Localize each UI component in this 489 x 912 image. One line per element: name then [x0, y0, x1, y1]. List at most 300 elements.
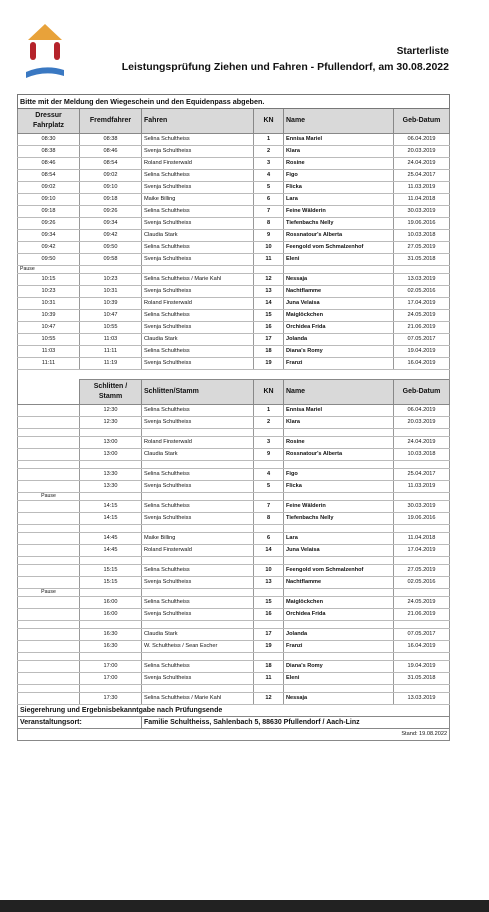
end-time: 16:30	[80, 641, 142, 653]
table-row	[18, 298, 450, 310]
birth-date: 24.05.2019	[394, 310, 450, 322]
birth-date: 13.03.2019	[394, 693, 450, 705]
table-row	[18, 609, 450, 621]
col-geb-datum: Geb-Datum	[394, 109, 450, 134]
horse-name: Franzi	[284, 641, 394, 653]
kn	[254, 589, 284, 597]
kn: 6	[254, 533, 284, 545]
driver: Roland Finsterwald	[142, 545, 254, 557]
end-time: 08:46	[80, 146, 142, 158]
end-time: 10:23	[80, 274, 142, 286]
end-time	[80, 493, 142, 501]
col-fahren: Fahren	[142, 109, 254, 134]
table-row	[18, 286, 450, 298]
spacer-row	[18, 525, 450, 533]
logo	[20, 24, 70, 84]
kn: 12	[254, 274, 284, 286]
birth-date: 19.04.2019	[394, 661, 450, 673]
horse-name: Franzi	[284, 358, 394, 370]
driver: Svenja Schultheiss	[142, 673, 254, 685]
col-empty	[18, 380, 80, 405]
horse-name: Eleni	[284, 673, 394, 685]
part2-header-row	[18, 380, 450, 405]
start-time: 09:02	[18, 182, 80, 194]
col-fremdfahrer: Fremdfahrer	[80, 109, 142, 134]
kn: 19	[254, 641, 284, 653]
driver: Claudia Stark	[142, 449, 254, 461]
start-time: 10:31	[18, 298, 80, 310]
kn: 2	[254, 146, 284, 158]
kn: 1	[254, 405, 284, 417]
horse-name	[284, 589, 394, 597]
starter-table	[17, 94, 450, 741]
kn	[254, 493, 284, 501]
end-time: 12:30	[80, 417, 142, 429]
kn: 16	[254, 609, 284, 621]
horse-name: Orchidea Frida	[284, 322, 394, 334]
start-time: 11:03	[18, 346, 80, 358]
start-time: 09:10	[18, 194, 80, 206]
driver: Selina Schultheiss	[142, 565, 254, 577]
table-row	[18, 170, 450, 182]
table-row	[18, 565, 450, 577]
birth-date: 19.06.2016	[394, 218, 450, 230]
kn: 9	[254, 230, 284, 242]
driver	[142, 493, 254, 501]
table-row	[18, 481, 450, 493]
horse-name: Feine Wälderin	[284, 501, 394, 513]
end-time: 15:15	[80, 577, 142, 589]
kn: 13	[254, 577, 284, 589]
end-time: 14:45	[80, 545, 142, 557]
table-row	[18, 673, 450, 685]
birth-date: 27.05.2019	[394, 242, 450, 254]
end-time: 16:30	[80, 629, 142, 641]
end-time: 09:02	[80, 170, 142, 182]
birth-date: 31.05.2018	[394, 254, 450, 266]
end-time: 16:00	[80, 609, 142, 621]
table-row	[18, 334, 450, 346]
col-kn: KN	[254, 109, 284, 134]
birth-date: 30.03.2019	[394, 501, 450, 513]
horse-name: Juna Velaisa	[284, 545, 394, 557]
kn: 17	[254, 629, 284, 641]
start-time: 09:18	[18, 206, 80, 218]
kn: 16	[254, 322, 284, 334]
birth-date: 30.03.2019	[394, 206, 450, 218]
driver: Selina Schultheiss	[142, 170, 254, 182]
birth-date: 31.05.2018	[394, 673, 450, 685]
start-time: 10:55	[18, 334, 80, 346]
driver: Selina Schultheiss	[142, 661, 254, 673]
kn: 15	[254, 310, 284, 322]
start-time: 09:50	[18, 254, 80, 266]
horse-name: Jolanda	[284, 334, 394, 346]
table-row	[18, 533, 450, 545]
driver: Svenja Schultheiss	[142, 146, 254, 158]
table-row	[18, 310, 450, 322]
birth-date: 20.03.2019	[394, 146, 450, 158]
birth-date: 02.05.2016	[394, 286, 450, 298]
horse-name: Maiglöckchen	[284, 597, 394, 609]
venue-text: Familie Schultheiss, Sahlenbach 5, 88630 Pfullendorf / Aach-Linz	[142, 717, 450, 729]
end-time: 10:55	[80, 322, 142, 334]
birth-date	[394, 589, 450, 597]
horse-name: Juna Velaisa	[284, 298, 394, 310]
end-time	[80, 589, 142, 597]
table-row	[18, 641, 450, 653]
kn: 4	[254, 170, 284, 182]
end-time: 09:18	[80, 194, 142, 206]
birth-date: 25.04.2017	[394, 170, 450, 182]
spacer-row	[18, 429, 450, 437]
end-time: 10:47	[80, 310, 142, 322]
start-time	[18, 641, 80, 653]
start-time	[18, 597, 80, 609]
kn: 2	[254, 417, 284, 429]
driver: Claudia Stark	[142, 334, 254, 346]
table-row	[18, 206, 450, 218]
kn: 10	[254, 565, 284, 577]
document-subtitle: Leistungsprüfung Ziehen und Fahren - Pfullendorf, am 30.08.2022	[121, 61, 449, 73]
bottom-bar	[0, 900, 489, 912]
horse-name: Diana's Romy	[284, 346, 394, 358]
kn: 17	[254, 334, 284, 346]
horse-name: Klara	[284, 146, 394, 158]
driver: Selina Schultheiss	[142, 405, 254, 417]
kn: 1	[254, 134, 284, 146]
start-time: 09:26	[18, 218, 80, 230]
table-row	[18, 629, 450, 641]
birth-date: 11.04.2018	[394, 194, 450, 206]
driver: Selina Schultheiss	[142, 597, 254, 609]
start-time	[18, 417, 80, 429]
driver: Svenja Schultheiss	[142, 358, 254, 370]
driver: Roland Finsterwald	[142, 437, 254, 449]
end-time: 11:11	[80, 346, 142, 358]
end-time: 17:00	[80, 673, 142, 685]
table-row	[18, 158, 450, 170]
driver: Svenja Schultheiss	[142, 417, 254, 429]
part1-header-row	[18, 109, 450, 134]
end-time: 14:15	[80, 513, 142, 525]
end-time: 16:00	[80, 597, 142, 609]
driver: Claudia Stark	[142, 230, 254, 242]
birth-date: 24.04.2019	[394, 158, 450, 170]
spacer-row	[18, 653, 450, 661]
note-text: Bitte mit der Meldung den Wiegeschein und den Equidenpass abgeben.	[18, 95, 450, 109]
end-time: 09:42	[80, 230, 142, 242]
birth-date: 07.05.2017	[394, 629, 450, 641]
driver: Selina Schultheiss	[142, 310, 254, 322]
kn: 8	[254, 513, 284, 525]
birth-date	[394, 493, 450, 501]
kn: 7	[254, 501, 284, 513]
kn: 8	[254, 218, 284, 230]
horse-name: Ennisa Mariel	[284, 405, 394, 417]
table-row	[18, 661, 450, 673]
driver: Svenja Schultheiss	[142, 513, 254, 525]
birth-date: 13.03.2019	[394, 274, 450, 286]
driver: Svenja Schultheiss	[142, 481, 254, 493]
horse-name: Orchidea Frida	[284, 609, 394, 621]
table-row	[18, 405, 450, 417]
horse-name: Figo	[284, 170, 394, 182]
birth-date: 25.04.2017	[394, 469, 450, 481]
table-row	[18, 134, 450, 146]
birth-date: 17.04.2019	[394, 545, 450, 557]
birth-date: 16.04.2019	[394, 641, 450, 653]
horse-name: Diana's Romy	[284, 661, 394, 673]
horse-name: Maiglöckchen	[284, 310, 394, 322]
end-time: 13:00	[80, 437, 142, 449]
kn: 11	[254, 254, 284, 266]
driver: Svenja Schultheiss	[142, 254, 254, 266]
horse-name: Jolanda	[284, 629, 394, 641]
birth-date: 19.04.2019	[394, 346, 450, 358]
driver: Claudia Stark	[142, 629, 254, 641]
horse-name: Lara	[284, 533, 394, 545]
kn: 3	[254, 437, 284, 449]
table-row	[18, 501, 450, 513]
start-time	[18, 469, 80, 481]
horse-name: Lara	[284, 194, 394, 206]
end-time: 10:39	[80, 298, 142, 310]
kn: 15	[254, 597, 284, 609]
venue-label: Veranstaltungsort:	[18, 717, 142, 729]
start-time: 09:34	[18, 230, 80, 242]
birth-date: 07.05.2017	[394, 334, 450, 346]
table-row	[18, 589, 450, 597]
end-time: 13:00	[80, 449, 142, 461]
end-time: 14:15	[80, 501, 142, 513]
driver: W. Schultheiss / Sean Escher	[142, 641, 254, 653]
driver: Selina Schultheiss	[142, 134, 254, 146]
horse-name: Tiefenbachs Nelly	[284, 218, 394, 230]
birth-date: 11.04.2018	[394, 533, 450, 545]
table-row	[18, 545, 450, 557]
end-time: 11:19	[80, 358, 142, 370]
table-row	[18, 346, 450, 358]
spacer-row	[18, 621, 450, 629]
end-time: 08:38	[80, 134, 142, 146]
start-time	[18, 545, 80, 557]
birth-date: 17.04.2019	[394, 298, 450, 310]
driver: Svenja Schultheiss	[142, 577, 254, 589]
start-time: Pause	[18, 493, 80, 501]
table-row	[18, 194, 450, 206]
col-kn-2: KN	[254, 380, 284, 405]
kn: 18	[254, 346, 284, 358]
start-time	[18, 693, 80, 705]
table-row	[18, 693, 450, 705]
end-time: 17:30	[80, 693, 142, 705]
start-time	[18, 673, 80, 685]
start-time	[18, 609, 80, 621]
horse-name	[284, 493, 394, 501]
table-row	[18, 577, 450, 589]
horse-name: Flicka	[284, 481, 394, 493]
document-title: Starterliste	[396, 46, 449, 57]
horse-name: Nachtflamme	[284, 577, 394, 589]
birth-date: 16.04.2019	[394, 358, 450, 370]
driver: Selina Schultheiss / Marie Kahl	[142, 274, 254, 286]
horse-name: Eleni	[284, 254, 394, 266]
table-row	[18, 254, 450, 266]
birth-date: 19.06.2016	[394, 513, 450, 525]
horse-name: Klara	[284, 417, 394, 429]
birth-date: 06.04.2019	[394, 134, 450, 146]
col-geb-datum-2: Geb-Datum	[394, 380, 450, 405]
horse-name: Tiefenbachs Nelly	[284, 513, 394, 525]
end-time: 08:54	[80, 158, 142, 170]
stand-date: Stand: 19.08.2022	[18, 729, 450, 741]
start-time: 08:38	[18, 146, 80, 158]
start-time: 08:54	[18, 170, 80, 182]
end-time: 12:30	[80, 405, 142, 417]
end-time: 09:26	[80, 206, 142, 218]
start-time: 10:47	[18, 322, 80, 334]
spacer-row	[18, 461, 450, 469]
start-time	[18, 405, 80, 417]
kn: 3	[254, 158, 284, 170]
birth-date: 24.04.2019	[394, 437, 450, 449]
horse-name: Flicka	[284, 182, 394, 194]
end-time: 17:00	[80, 661, 142, 673]
horse-name: Rosine	[284, 437, 394, 449]
table-row	[18, 449, 450, 461]
kn: 13	[254, 286, 284, 298]
kn: 19	[254, 358, 284, 370]
driver: Svenja Schultheiss	[142, 182, 254, 194]
end-time: 09:58	[80, 254, 142, 266]
kn: 9	[254, 449, 284, 461]
birth-date: 02.05.2016	[394, 577, 450, 589]
col-dressur: Dressur Fahrplatz	[18, 109, 80, 134]
driver: Selina Schultheiss	[142, 469, 254, 481]
birth-date: 11.03.2019	[394, 182, 450, 194]
driver: Svenja Schultheiss	[142, 218, 254, 230]
horse-name: Figo	[284, 469, 394, 481]
table-row	[18, 242, 450, 254]
table-row	[18, 358, 450, 370]
start-time	[18, 661, 80, 673]
horse-name: Feengold vom Schmalzenhof	[284, 242, 394, 254]
start-time: Pause	[18, 589, 80, 597]
start-time: 10:15	[18, 274, 80, 286]
spacer-row	[18, 685, 450, 693]
pause-label: Pause	[18, 266, 80, 274]
start-time	[18, 513, 80, 525]
kn: 5	[254, 481, 284, 493]
end-time: 09:34	[80, 218, 142, 230]
horse-name: Rossnatour's Alberta	[284, 449, 394, 461]
table-row	[18, 230, 450, 242]
start-time: 10:23	[18, 286, 80, 298]
kn: 5	[254, 182, 284, 194]
driver: Selina Schultheiss	[142, 206, 254, 218]
kn: 11	[254, 673, 284, 685]
driver: Selina Schultheiss	[142, 242, 254, 254]
end-time: 13:30	[80, 469, 142, 481]
table-row	[18, 513, 450, 525]
driver: Svenja Schultheiss	[142, 322, 254, 334]
birth-date: 11.03.2019	[394, 481, 450, 493]
driver: Svenja Schultheiss	[142, 609, 254, 621]
kn: 6	[254, 194, 284, 206]
table-row	[18, 322, 450, 334]
kn: 18	[254, 661, 284, 673]
table-row	[18, 146, 450, 158]
table-row	[18, 437, 450, 449]
end-time: 15:15	[80, 565, 142, 577]
birth-date: 10.03.2018	[394, 449, 450, 461]
driver: Selina Schultheiss	[142, 346, 254, 358]
horse-name: Nessaja	[284, 274, 394, 286]
kn: 4	[254, 469, 284, 481]
horse-name: Feine Wälderin	[284, 206, 394, 218]
start-time	[18, 565, 80, 577]
horse-name: Rossnatour's Alberta	[284, 230, 394, 242]
table-row	[18, 274, 450, 286]
table-row	[18, 597, 450, 609]
start-time	[18, 449, 80, 461]
horse-name: Rosine	[284, 158, 394, 170]
kn: 7	[254, 206, 284, 218]
start-time	[18, 481, 80, 493]
table-row	[18, 417, 450, 429]
table-row	[18, 493, 450, 501]
horse-name: Nachtflamme	[284, 286, 394, 298]
start-time	[18, 437, 80, 449]
end-time: 09:10	[80, 182, 142, 194]
spacer-row	[18, 557, 450, 565]
start-time: 08:46	[18, 158, 80, 170]
horse-name: Nessaja	[284, 693, 394, 705]
start-time: 11:11	[18, 358, 80, 370]
driver: Selina Schultheiss	[142, 501, 254, 513]
kn: 14	[254, 545, 284, 557]
driver: Selina Schultheiss / Marie Kahl	[142, 693, 254, 705]
table-row	[18, 469, 450, 481]
driver: Roland Finsterwald	[142, 298, 254, 310]
kn: 12	[254, 693, 284, 705]
end-time: 11:03	[80, 334, 142, 346]
birth-date: 20.03.2019	[394, 417, 450, 429]
col-schlitten: Schlitten/Stamm	[142, 380, 254, 405]
col-name-2: Name	[284, 380, 394, 405]
birth-date: 21.06.2019	[394, 322, 450, 334]
start-time	[18, 501, 80, 513]
driver: Maike Billing	[142, 194, 254, 206]
horse-name: Ennisa Mariel	[284, 134, 394, 146]
driver: Roland Finsterwald	[142, 158, 254, 170]
start-time: 09:42	[18, 242, 80, 254]
end-time: 09:50	[80, 242, 142, 254]
birth-date: 06.04.2019	[394, 405, 450, 417]
start-time	[18, 629, 80, 641]
driver	[142, 589, 254, 597]
birth-date: 10.03.2018	[394, 230, 450, 242]
col-schlitten-stamm: Schlitten / Stamm	[80, 380, 142, 405]
table-row	[18, 182, 450, 194]
start-time: 08:30	[18, 134, 80, 146]
end-time: 10:31	[80, 286, 142, 298]
kn: 10	[254, 242, 284, 254]
document-header	[122, 46, 449, 73]
driver: Svenja Schultheiss	[142, 286, 254, 298]
start-time: 10:39	[18, 310, 80, 322]
